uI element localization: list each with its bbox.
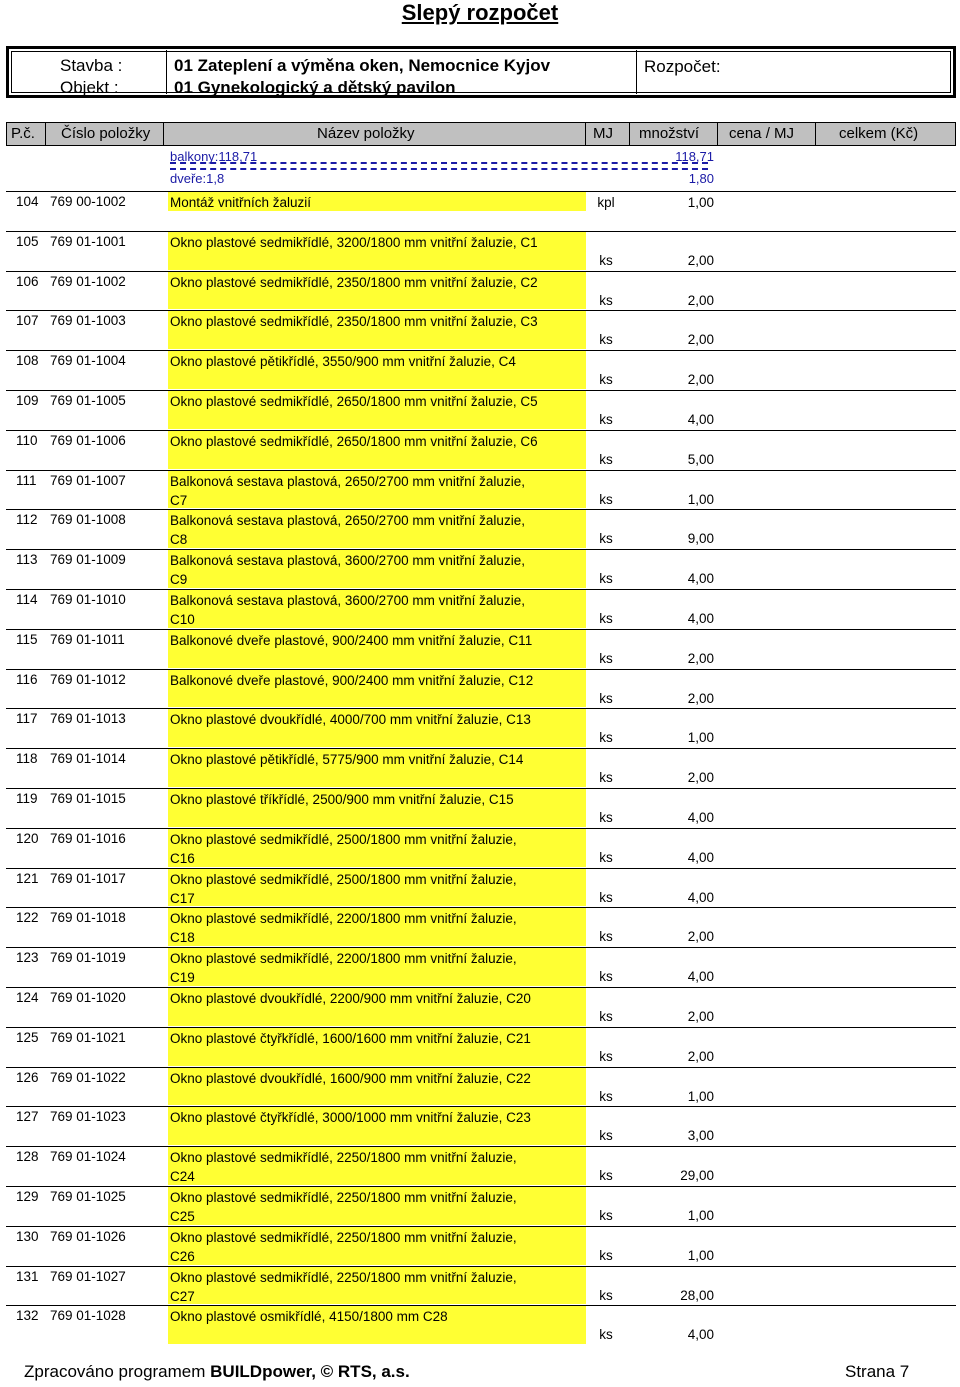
row-unit: ks xyxy=(599,650,613,666)
header-divider xyxy=(636,50,637,94)
table-row xyxy=(6,1068,956,1107)
row-pc: 106 xyxy=(16,273,39,289)
col-header-pc: P.č. xyxy=(11,125,35,142)
table-row xyxy=(6,988,956,1027)
row-quantity: 1,00 xyxy=(687,491,714,507)
row-name-line: Balkonová sestava plastová, 2650/2700 mm vnitřní žaluzie, xyxy=(170,513,525,529)
row-unit: ks xyxy=(599,451,613,467)
stavba-value: 01 Zateplení a výměna oken, Nemocnice Kyjov xyxy=(174,56,551,75)
row-pc: 130 xyxy=(16,1228,39,1244)
row-unit: ks xyxy=(599,770,613,786)
row-unit: ks xyxy=(599,1128,613,1144)
table-row xyxy=(6,192,956,231)
row-name-line: Okno plastové pětikřídlé, 3550/900 mm vnitřní žaluzie, C4 xyxy=(170,354,516,370)
table-row xyxy=(6,351,956,390)
row-code: 769 01-1005 xyxy=(50,393,126,408)
row-code: 769 01-1023 xyxy=(50,1109,126,1125)
row-name xyxy=(168,471,586,509)
row-quantity: 4,00 xyxy=(687,810,714,825)
row-code: 769 01-1012 xyxy=(50,671,126,687)
table-header xyxy=(6,122,956,146)
row-name-line: C18 xyxy=(170,930,195,946)
row-pc: 125 xyxy=(16,1029,39,1045)
row-name-line: Okno plastové dvoukřídlé, 1600/900 mm vnitřní žaluzie, C22 xyxy=(170,1070,531,1086)
row-name-line: Balkonová sestava plastová, 3600/2700 mm vnitřní žaluzie, xyxy=(170,593,525,608)
row-unit: ks xyxy=(599,1009,613,1024)
row-name xyxy=(168,908,586,946)
row-pc: 111 xyxy=(16,472,37,488)
row-name xyxy=(168,232,586,270)
row-name xyxy=(168,670,586,708)
row-name-line: Okno plastové čtyřkřídlé, 3000/1000 mm vnitřní žaluzie, C23 xyxy=(170,1110,531,1126)
row-code: 769 00-1002 xyxy=(50,194,126,209)
row-code: 769 01-1004 xyxy=(50,353,126,369)
row-name xyxy=(168,192,586,211)
row-name-line: Balkonová sestava plastová, 2650/2700 mm vnitřní žaluzie, xyxy=(170,473,525,489)
table-row xyxy=(6,431,956,470)
row-name xyxy=(168,550,586,588)
row-name-line: Okno plastové sedmikřídlé, 2650/1800 mm vnitřní žaluzie, C6 xyxy=(170,433,538,449)
row-quantity: 5,00 xyxy=(687,451,714,467)
table-row xyxy=(6,1306,956,1345)
row-code: 769 01-1018 xyxy=(50,910,126,926)
row-pc: 118 xyxy=(16,751,38,767)
header-divider xyxy=(629,123,630,145)
row-unit: ks xyxy=(599,372,613,388)
footer-program: BUILDpower, xyxy=(210,1362,316,1381)
row-quantity: 1,00 xyxy=(687,1247,714,1263)
row-quantity: 2,00 xyxy=(687,372,714,388)
row-name-line: C16 xyxy=(170,850,195,866)
row-name-line: C8 xyxy=(170,532,188,548)
row-code: 769 01-1008 xyxy=(50,512,126,528)
table-row xyxy=(6,670,956,709)
row-unit: ks xyxy=(599,611,613,626)
header-divider xyxy=(166,50,167,94)
row-name-line: Okno plastové sedmikřídlé, 2350/1800 mm vnitřní žaluzie, C2 xyxy=(170,274,538,290)
row-quantity: 1,00 xyxy=(687,1208,714,1223)
row-name-line: C25 xyxy=(170,1209,195,1224)
table-row xyxy=(6,908,956,947)
row-pc: 122 xyxy=(16,910,39,926)
row-name-line: Okno plastové sedmikřídlé, 2650/1800 mm vnitřní žaluzie, C5 xyxy=(170,394,538,409)
row-code: 769 01-1020 xyxy=(50,990,126,1005)
table-row xyxy=(6,829,956,868)
row-name xyxy=(168,1068,586,1106)
table-row xyxy=(6,1187,956,1226)
row-unit: kpl xyxy=(597,195,615,210)
row-quantity: 4,00 xyxy=(687,611,714,626)
row-pc: 116 xyxy=(16,671,38,687)
row-pc: 128 xyxy=(16,1149,39,1165)
row-name xyxy=(168,351,586,389)
row-name-line: Okno plastové dvoukřídlé, 2200/900 mm vnitřní žaluzie, C20 xyxy=(170,991,531,1006)
row-pc: 109 xyxy=(16,393,39,408)
table-row xyxy=(6,1227,956,1266)
row-unit: ks xyxy=(599,1048,613,1064)
row-unit: ks xyxy=(599,730,613,746)
page-number: Strana 7 xyxy=(845,1362,910,1381)
row-pc: 126 xyxy=(16,1069,39,1085)
page-title: Slepý rozpočet xyxy=(401,0,559,25)
subrow-dashline xyxy=(170,162,708,164)
row-code: 769 01-1028 xyxy=(50,1308,126,1324)
row-pc: 110 xyxy=(16,432,38,448)
objekt-value: 01 Gynekologický a dětský pavilon xyxy=(174,78,456,97)
row-quantity: 1,00 xyxy=(687,195,714,210)
row-name-line: Okno plastové sedmikřídlé, 2500/1800 mm vnitřní žaluzie, xyxy=(170,831,517,847)
row-quantity: 4,00 xyxy=(687,412,714,427)
table-row xyxy=(6,272,956,311)
row-name xyxy=(168,431,586,469)
row-name-line: Okno plastové sedmikřídlé, 2250/1800 mm vnitřní žaluzie, xyxy=(170,1150,517,1166)
row-name-line: C7 xyxy=(170,492,188,508)
row-name xyxy=(168,1267,586,1305)
col-header-price: cena / MJ xyxy=(729,125,795,142)
row-name-line: Okno plastové sedmikřídlé, 2350/1800 mm vnitřní žaluzie, C3 xyxy=(170,314,538,330)
col-header-mj: MJ xyxy=(593,125,613,142)
row-pc: 123 xyxy=(16,950,39,966)
row-name xyxy=(168,948,586,986)
row-name-line: Okno plastové sedmikřídlé, 3200/1800 mm vnitřní žaluzie, C1 xyxy=(170,234,538,250)
row-unit: ks xyxy=(599,1088,613,1104)
row-code: 769 01-1015 xyxy=(50,791,126,806)
row-name-line: C26 xyxy=(170,1248,195,1264)
col-header-qty: množství xyxy=(639,125,700,142)
row-quantity: 3,00 xyxy=(687,1128,714,1144)
row-code: 769 01-1027 xyxy=(50,1268,126,1284)
row-name xyxy=(168,391,586,429)
row-code: 769 01-1007 xyxy=(50,472,126,488)
header-box xyxy=(6,46,956,98)
row-name xyxy=(168,789,586,827)
row-unit: ks xyxy=(599,292,613,308)
row-quantity: 28,00 xyxy=(680,1287,714,1303)
table-row xyxy=(6,869,956,908)
table-row xyxy=(6,749,956,788)
row-unit: ks xyxy=(599,690,613,706)
row-unit: ks xyxy=(599,332,613,348)
row-quantity: 4,00 xyxy=(687,889,714,905)
row-code: 769 01-1016 xyxy=(50,830,126,846)
row-quantity: 29,00 xyxy=(680,1168,714,1184)
row-unit: ks xyxy=(599,929,613,945)
row-name-line: C24 xyxy=(170,1169,195,1185)
row-name xyxy=(168,272,586,310)
row-quantity: 4,00 xyxy=(687,571,714,587)
row-quantity: 1,00 xyxy=(687,1088,714,1104)
rozpocet-label: Rozpočet: xyxy=(644,57,721,76)
row-pc: 108 xyxy=(16,353,39,369)
subrow-dashline xyxy=(170,168,708,170)
row-name-line: C19 xyxy=(170,970,195,986)
col-header-code: Číslo položky xyxy=(61,125,151,142)
row-unit: ks xyxy=(599,1168,613,1184)
row-unit: ks xyxy=(599,1327,613,1343)
subrow-text: balkony:118,71 xyxy=(170,149,258,164)
row-name xyxy=(168,709,586,747)
row-unit: ks xyxy=(599,531,613,547)
footer-vendor: © RTS, a.s. xyxy=(315,1362,410,1381)
row-pc: 119 xyxy=(16,791,38,806)
row-unit: ks xyxy=(599,491,613,507)
row-name-line: C10 xyxy=(170,612,195,627)
row-unit: ks xyxy=(599,849,613,865)
header-divider xyxy=(815,123,816,145)
row-name xyxy=(168,749,586,787)
row-code: 769 01-1017 xyxy=(50,870,126,886)
row-code: 769 01-1002 xyxy=(50,273,126,289)
col-header-total: celkem (Kč) xyxy=(839,125,919,142)
table-row xyxy=(6,709,956,748)
row-quantity: 9,00 xyxy=(687,531,714,547)
table-row xyxy=(6,789,956,828)
row-quantity: 2,00 xyxy=(687,650,714,666)
row-pc: 132 xyxy=(16,1308,39,1324)
row-quantity: 2,00 xyxy=(687,1048,714,1064)
header-divider xyxy=(585,123,586,145)
row-name-line: Okno plastové sedmikřídlé, 2250/1800 mm vnitřní žaluzie, xyxy=(170,1269,517,1285)
row-name-line: Balkonová sestava plastová, 3600/2700 mm vnitřní žaluzie, xyxy=(170,553,525,569)
row-code: 769 01-1001 xyxy=(50,233,126,249)
row-pc: 113 xyxy=(16,552,38,568)
row-name-line: Balkonové dveře plastové, 900/2400 mm vnitřní žaluzie, C11 xyxy=(170,632,533,648)
table-row xyxy=(6,1028,956,1067)
row-pc: 104 xyxy=(16,194,39,209)
row-code: 769 01-1019 xyxy=(50,950,126,966)
table-row xyxy=(6,550,956,589)
row-name-line: Okno plastové čtyřkřídlé, 1600/1600 mm vnitřní žaluzie, C21 xyxy=(170,1030,531,1046)
row-name-line: C27 xyxy=(170,1288,195,1304)
row-name-line: Okno plastové dvoukřídlé, 4000/700 mm vnitřní žaluzie, C13 xyxy=(170,712,531,728)
table-row xyxy=(6,948,956,987)
table-row xyxy=(6,1147,956,1186)
row-name xyxy=(168,1306,586,1344)
table-row xyxy=(6,391,956,430)
col-header-name: Název položky xyxy=(317,125,415,142)
row-name xyxy=(168,1147,586,1185)
row-name-line: Okno plastové pětikřídlé, 5775/900 mm vnitřní žaluzie, C14 xyxy=(170,752,524,768)
row-unit: ks xyxy=(599,571,613,587)
row-pc: 114 xyxy=(16,592,38,607)
header-divider xyxy=(45,123,46,145)
row-name xyxy=(168,1107,586,1145)
row-name-line: C17 xyxy=(170,890,195,906)
row-code: 769 01-1025 xyxy=(50,1189,126,1204)
row-name-line: Okno plastové osmikřídlé, 4150/1800 mm C28 xyxy=(170,1309,448,1325)
row-code: 769 01-1010 xyxy=(50,592,126,607)
row-quantity: 2,00 xyxy=(687,770,714,786)
row-quantity: 2,00 xyxy=(687,1009,714,1024)
row-pc: 117 xyxy=(16,711,38,727)
objekt-label: Objekt : xyxy=(60,78,119,97)
row-quantity: 4,00 xyxy=(687,969,714,985)
row-code: 769 01-1009 xyxy=(50,552,126,568)
row-unit: ks xyxy=(599,810,613,825)
stavba-label: Stavba : xyxy=(60,56,123,75)
row-quantity: 2,00 xyxy=(687,332,714,348)
row-code: 769 01-1006 xyxy=(50,432,126,448)
row-name xyxy=(168,630,586,668)
row-code: 769 01-1014 xyxy=(50,751,126,767)
row-unit: ks xyxy=(599,1287,613,1303)
row-unit: ks xyxy=(599,1208,613,1223)
row-pc: 112 xyxy=(16,512,38,528)
table-row xyxy=(6,590,956,629)
footer-prefix: Zpracováno programem xyxy=(24,1362,211,1381)
row-pc: 129 xyxy=(16,1189,39,1204)
row-code: 769 01-1021 xyxy=(50,1029,126,1045)
row-unit: ks xyxy=(599,252,613,268)
row-quantity: 1,00 xyxy=(687,730,714,746)
row-pc: 131 xyxy=(16,1268,39,1284)
row-quantity: 2,00 xyxy=(687,929,714,945)
row-name-line: C9 xyxy=(170,572,188,588)
row-name-line: Okno plastové tříkřídlé, 2500/900 mm vnitřní žaluzie, C15 xyxy=(170,792,514,807)
row-name-line: Okno plastové sedmikřídlé, 2250/1800 mm vnitřní žaluzie, xyxy=(170,1190,517,1205)
row-name xyxy=(168,829,586,867)
row-code: 769 01-1011 xyxy=(50,631,125,647)
row-pc: 105 xyxy=(16,233,39,249)
row-pc: 121 xyxy=(16,870,39,886)
row-code: 769 01-1022 xyxy=(50,1069,126,1085)
row-name xyxy=(168,590,586,628)
row-code: 769 01-1013 xyxy=(50,711,126,727)
subrow-value: 1,80 xyxy=(688,171,714,186)
row-pc: 120 xyxy=(16,830,39,846)
row-pc: 115 xyxy=(16,631,38,647)
table-row xyxy=(6,630,956,669)
row-quantity: 4,00 xyxy=(687,1327,714,1343)
row-quantity: 2,00 xyxy=(687,252,714,268)
row-code: 769 01-1026 xyxy=(50,1228,126,1244)
row-pc: 127 xyxy=(16,1109,39,1125)
row-quantity: 4,00 xyxy=(687,849,714,865)
row-name xyxy=(168,869,586,907)
row-quantity: 2,00 xyxy=(687,292,714,308)
row-name xyxy=(168,1187,586,1225)
table-row xyxy=(6,232,956,271)
row-name-line: Okno plastové sedmikřídlé, 2250/1800 mm vnitřní žaluzie, xyxy=(170,1229,517,1245)
table-row xyxy=(6,471,956,510)
table-row xyxy=(6,311,956,350)
row-name-line: Montáž vnitřních žaluzií xyxy=(170,195,312,210)
subrow-value: 118,71 xyxy=(675,149,714,164)
table-row xyxy=(6,510,956,549)
header-divider xyxy=(163,123,164,145)
row-unit: ks xyxy=(599,969,613,985)
row-pc: 124 xyxy=(16,990,39,1005)
footer-credit xyxy=(24,1362,410,1382)
row-unit: ks xyxy=(599,412,613,427)
table-row xyxy=(6,1107,956,1146)
row-name-line: Okno plastové sedmikřídlé, 2200/1800 mm vnitřní žaluzie, xyxy=(170,911,517,927)
row-name xyxy=(168,988,586,1026)
subrow-text: dveře:1,8 xyxy=(170,171,225,186)
header-box-inner xyxy=(11,51,951,97)
row-name xyxy=(168,311,586,349)
row-pc: 107 xyxy=(16,313,39,329)
row-name-line: Okno plastové sedmikřídlé, 2200/1800 mm vnitřní žaluzie, xyxy=(170,951,517,967)
row-name xyxy=(168,510,586,548)
row-code: 769 01-1003 xyxy=(50,313,126,329)
row-name xyxy=(168,1227,586,1265)
row-name xyxy=(168,1028,586,1066)
header-divider xyxy=(717,123,718,145)
row-code: 769 01-1024 xyxy=(50,1149,126,1165)
row-quantity: 2,00 xyxy=(687,690,714,706)
row-unit: ks xyxy=(599,889,613,905)
row-name-line: Balkonové dveře plastové, 900/2400 mm vnitřní žaluzie, C12 xyxy=(170,672,534,688)
row-unit: ks xyxy=(599,1247,613,1263)
table-row xyxy=(6,1267,956,1306)
row-name-line: Okno plastové sedmikřídlé, 2500/1800 mm vnitřní žaluzie, xyxy=(170,871,517,887)
